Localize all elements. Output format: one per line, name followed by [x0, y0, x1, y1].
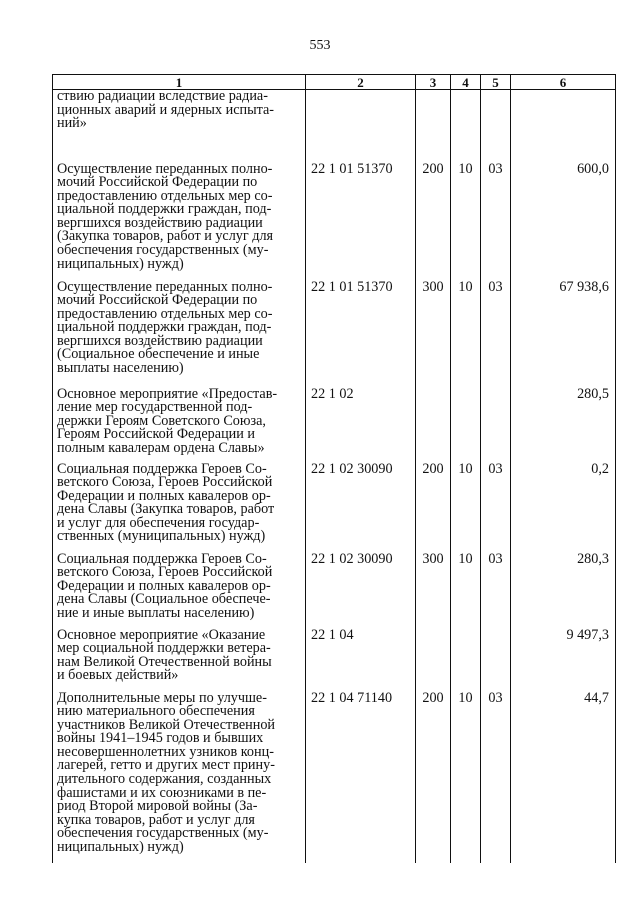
description-line: Осуществление переданных полно-	[57, 278, 273, 295]
row-code: 22 1 02 30090	[306, 463, 416, 553]
row-rz	[451, 388, 481, 463]
description-line: ствию радиации вследствие радиа-	[57, 88, 268, 104]
description-line: ционных аварий и ядерных испыта-	[57, 101, 275, 118]
row-code: 22 1 04	[306, 629, 416, 692]
row-rz: 10	[451, 692, 481, 863]
table-row	[53, 553, 616, 629]
description-line: ветского Союза, Героев Российской	[57, 564, 273, 581]
budget-table	[52, 74, 616, 863]
table-row	[53, 90, 616, 163]
row-pr: 03	[481, 281, 511, 388]
row-rz: 10	[451, 163, 481, 281]
column-header-pr: 5	[481, 75, 511, 90]
description-line: предоставлению отдельных мер со-	[57, 187, 273, 204]
row-vr: 300	[416, 281, 451, 388]
row-pr	[481, 90, 511, 163]
row-code: 22 1 01 51370	[306, 281, 416, 388]
description-line: купка товаров, работ и услуг для	[57, 811, 255, 828]
table-row	[53, 281, 616, 388]
description-line: держки Героям Советского Союза,	[57, 412, 266, 429]
description-line: ветского Союза, Героев Российской	[57, 474, 273, 491]
description-line: обеспечения государственных (му-	[57, 825, 269, 842]
row-description	[53, 278, 306, 388]
column-header-code: 2	[306, 75, 416, 90]
row-description	[53, 460, 306, 553]
row-vr: 300	[416, 553, 451, 629]
row-amount	[511, 90, 616, 163]
description-line: ниципальных) нужд)	[57, 255, 184, 272]
row-code: 22 1 04 71140	[306, 692, 416, 863]
description-line: ний»	[57, 115, 87, 132]
row-description	[53, 385, 306, 463]
row-pr: 03	[481, 692, 511, 863]
row-rz: 10	[451, 553, 481, 629]
description-line: дена Славы (Закупка товаров, работ	[57, 501, 275, 518]
description-line: (Социальное обеспечение и иные	[57, 346, 260, 363]
column-header-rz: 4	[451, 75, 481, 90]
row-pr: 03	[481, 163, 511, 281]
description-line: выплаты населению)	[57, 360, 184, 377]
row-vr	[416, 90, 451, 163]
table-row	[53, 692, 616, 863]
description-line: (Закупка товаров, работ и услуг для	[57, 228, 274, 245]
description-line: циальной поддержки граждан, под-	[57, 319, 272, 336]
description-line: ниципальных) нужд)	[57, 839, 184, 856]
description-line: Основное мероприятие «Оказание	[57, 626, 266, 643]
row-code: 22 1 02	[306, 388, 416, 463]
description-line: Федерации и полных кавалеров ор-	[57, 487, 271, 504]
description-line: несовершеннолетних узников конц-	[57, 743, 274, 760]
row-code	[306, 90, 416, 163]
description-line: Дополнительные меры по улучше-	[57, 689, 267, 706]
row-pr	[481, 388, 511, 463]
row-amount: 44,7	[511, 692, 616, 863]
row-rz	[451, 90, 481, 163]
description-line: Осуществление переданных полно-	[57, 160, 273, 177]
description-line: Социальная поддержка Героев Со-	[57, 550, 267, 567]
table-row	[53, 388, 616, 463]
row-pr	[481, 629, 511, 692]
description-line: циальной поддержки граждан, под-	[57, 201, 272, 218]
row-vr: 200	[416, 163, 451, 281]
description-line: и боевых действий»	[57, 667, 179, 684]
description-line: предоставлению отдельных мер со-	[57, 305, 273, 322]
row-vr	[416, 388, 451, 463]
row-amount: 0,2	[511, 463, 616, 553]
description-line: фашистами и их союзниками в пе-	[57, 784, 267, 801]
row-description	[53, 550, 306, 629]
description-line: нию материального обеспечения	[57, 703, 255, 720]
row-amount: 280,5	[511, 388, 616, 463]
row-amount: 600,0	[511, 163, 616, 281]
row-code: 22 1 02 30090	[306, 553, 416, 629]
description-line: вергшихся воздействию радиации	[57, 214, 263, 231]
description-line: дена Славы (Социальное обеспече-	[57, 591, 271, 608]
description-line: мочий Российской Федерации по	[57, 174, 258, 191]
description-line: мер социальной поддержки ветера-	[57, 640, 271, 657]
row-amount: 9 497,3	[511, 629, 616, 692]
row-vr: 200	[416, 463, 451, 553]
row-description	[53, 160, 306, 281]
description-line: дительного содержания, созданных	[57, 771, 272, 788]
row-pr: 03	[481, 553, 511, 629]
description-line: обеспечения государственных (му-	[57, 242, 269, 259]
column-header-name: 1	[53, 75, 306, 90]
description-line: ственных (муниципальных) нужд)	[57, 528, 266, 545]
description-line: ление мер государственной под-	[57, 399, 253, 416]
description-line: Федерации и полных кавалеров ор-	[57, 577, 271, 594]
description-line: войны 1941–1945 годов и бывших	[57, 730, 264, 747]
table-row	[53, 463, 616, 553]
row-pr: 03	[481, 463, 511, 553]
description-line: и услуг для обеспечения государ-	[57, 514, 260, 531]
description-line: полным кавалерам ордена Славы»	[57, 439, 265, 456]
row-rz: 10	[451, 463, 481, 553]
description-line: участников Великой Отечественной	[57, 716, 276, 733]
page-number: 553	[309, 38, 331, 53]
description-line: лагерей, гетто и других мест прину-	[57, 757, 275, 774]
row-amount: 280,3	[511, 553, 616, 629]
description-line: риод Второй мировой войны (За-	[57, 798, 258, 815]
description-line: Героям Российской Федерации и	[57, 426, 255, 443]
description-line: вергшихся воздействию радиации	[57, 332, 263, 349]
row-description	[53, 626, 306, 692]
description-line: нам Великой Отечественной войны	[57, 653, 272, 670]
row-code: 22 1 01 51370	[306, 163, 416, 281]
row-rz: 10	[451, 281, 481, 388]
table-row	[53, 629, 616, 692]
description-line: Социальная поддержка Героев Со-	[57, 460, 267, 477]
description-line: ние и иные выплаты населению)	[57, 604, 255, 621]
table-row	[53, 163, 616, 281]
row-description	[53, 90, 306, 163]
description-line: Основное мероприятие «Предостав-	[57, 385, 278, 402]
row-description	[53, 689, 306, 863]
row-rz	[451, 629, 481, 692]
description-line: мочий Российской Федерации по	[57, 292, 258, 309]
row-vr	[416, 629, 451, 692]
row-amount: 67 938,6	[511, 281, 616, 388]
column-header-vr: 3	[416, 75, 451, 90]
row-vr: 200	[416, 692, 451, 863]
column-header-amount: 6	[511, 75, 616, 90]
